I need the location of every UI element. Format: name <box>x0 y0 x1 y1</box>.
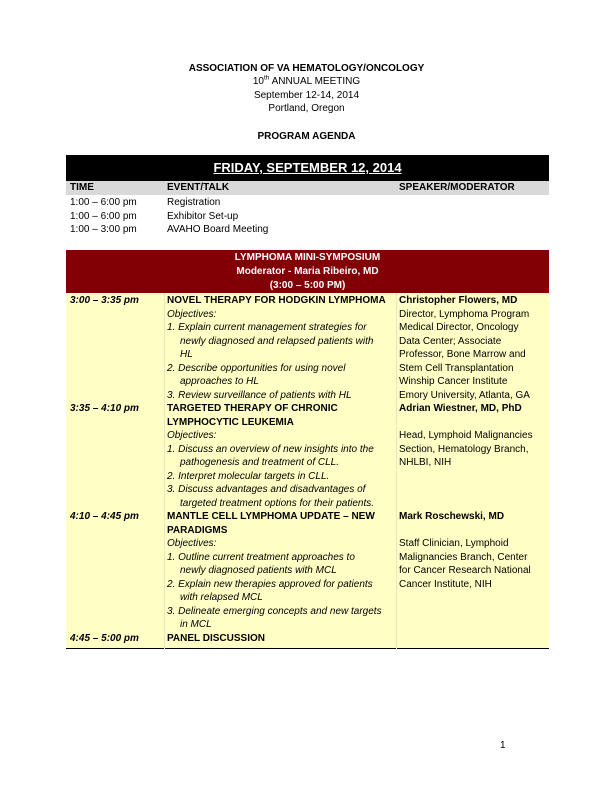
meeting-label: ANNUAL MEETING <box>269 76 361 87</box>
session-event-line: newly diagnosed patients with MCL <box>180 565 337 576</box>
meeting-location: Portland, Oregon <box>268 103 345 114</box>
session-event-line: 1. Explain current management strategies for <box>167 322 367 333</box>
session-event-line: MANTLE CELL LYMPHOMA UPDATE – NEW <box>167 511 375 522</box>
session-event-line: 2. Interpret molecular targets in CLL. <box>167 470 330 482</box>
session-speaker-line: Professor, Bone Marrow and <box>399 349 526 360</box>
session-time: 4:10 – 4:45 pm <box>70 511 139 522</box>
col-time: TIME <box>70 182 94 193</box>
symposium-header <box>66 250 549 293</box>
column-divider <box>164 293 165 649</box>
exhibitor-row <box>66 210 549 224</box>
session-event-line: newly diagnosed and relapsed patients with <box>180 335 374 347</box>
column-divider <box>396 293 397 649</box>
session-speaker-line: Director, Lymphoma Program <box>399 308 530 320</box>
session-event-line: 1. Discuss an overview of new insights into the <box>167 443 374 455</box>
session-event-line: 3. Review surveillance of patients with HL <box>167 389 352 401</box>
session-speaker-line: NHLBI, NIH <box>399 457 452 468</box>
col-event: EVENT/TALK <box>167 182 230 193</box>
session-speaker-line: for Cancer Research National <box>399 565 531 576</box>
session-event-line: 1. Outline current treatment approaches to <box>167 551 355 563</box>
agenda-title: PROGRAM AGENDA <box>257 131 356 142</box>
session-event-line: pathogenesis and treatment of CLL. <box>180 457 339 468</box>
session-speaker-line: Christopher Flowers, MD <box>399 295 518 306</box>
page-number: 1 <box>500 740 506 751</box>
meeting-title <box>0 75 613 89</box>
col-speaker: SPEAKER/MODERATOR <box>399 182 515 193</box>
session-event-line: PARADIGMS <box>167 524 228 536</box>
session-event-line: 2. Describe opportunities for using novel <box>167 362 346 374</box>
session-event-line: with relapsed MCL <box>180 592 263 603</box>
session-event-line: 3. Discuss advantages and disadvantages of <box>167 484 366 495</box>
row-time: 1:00 – 6:00 pm <box>70 197 137 208</box>
row-time: 1:00 – 3:00 pm <box>70 224 137 235</box>
symposium-moderator: Moderator - Maria Ribeiro, MD <box>236 266 379 277</box>
session-speaker-line: Winship Cancer Institute <box>399 376 508 387</box>
session-event-line: in MCL <box>180 619 212 630</box>
session-time: 3:35 – 4:10 pm <box>70 403 139 414</box>
session-speaker-line: Data Center; Associate <box>399 335 502 347</box>
meeting-dates: September 12-14, 2014 <box>253 90 360 101</box>
row-event: Registration <box>167 197 221 208</box>
session-speaker-line: Medical Director, Oncology <box>399 322 519 333</box>
session-speaker-line: Stem Cell Transplantation <box>399 362 514 374</box>
session-event-line: approaches to HL <box>180 376 259 387</box>
session-event-line: 3. Delineate emerging concepts and new targets <box>167 605 382 617</box>
row-time: 1:00 – 6:00 pm <box>70 210 137 222</box>
session-speaker-line: Mark Roschewski, MD <box>399 511 505 522</box>
session-event-line: 2. Explain new therapies approved for patients <box>167 578 373 590</box>
session-speaker-line: Staff Clinician, Lymphoid <box>399 538 509 549</box>
registration-row <box>66 196 549 210</box>
session-speaker-line: Malignancies Branch, Center <box>399 551 528 563</box>
session-event-line: targeted treatment options for their patients. <box>180 497 374 509</box>
session-speaker-line: Cancer Institute, NIH <box>399 578 492 590</box>
symposium-title: LYMPHOMA MINI-SYMPOSIUM <box>234 252 381 263</box>
row-event: Exhibitor Set-up <box>167 210 239 222</box>
org-title: ASSOCIATION OF VA HEMATOLOGY/ONCOLOGY <box>188 63 425 74</box>
symposium-time: (3:00 – 5:00 PM) <box>269 280 346 291</box>
session-speaker-line: Emory University, Atlanta, GA <box>399 389 530 401</box>
row-event: AVAHO Board Meeting <box>167 224 269 235</box>
session-event-line: Objectives: <box>167 308 217 320</box>
session-speaker-line: Section, Hematology Branch, <box>399 443 529 455</box>
sessions-table <box>66 293 549 649</box>
session-speaker-line: Head, Lymphoid Malignancies <box>399 430 533 441</box>
day-header: FRIDAY, SEPTEMBER 12, 2014 <box>66 155 549 181</box>
session-event-line: Objectives: <box>167 430 217 441</box>
session-event-line: LYMPHOCYTIC LEUKEMIA <box>167 416 294 428</box>
board-meeting-row <box>66 223 549 237</box>
meeting-ordinal: th <box>263 74 270 82</box>
session-event-line: Objectives: <box>167 538 217 549</box>
meeting-number: 10 <box>252 76 264 87</box>
session-time: 3:00 – 3:35 pm <box>70 295 139 306</box>
session-event-line: TARGETED THERAPY OF CHRONIC <box>167 403 338 414</box>
session-time: 4:45 – 5:00 pm <box>70 632 139 644</box>
session-event-line: PANEL DISCUSSION <box>167 632 265 644</box>
session-event-line: HL <box>180 349 193 360</box>
session-event-line: NOVEL THERAPY FOR HODGKIN LYMPHOMA <box>167 295 386 306</box>
session-speaker-line: Adrian Wiestner, MD, PhD <box>399 403 522 414</box>
column-headers <box>66 181 549 195</box>
